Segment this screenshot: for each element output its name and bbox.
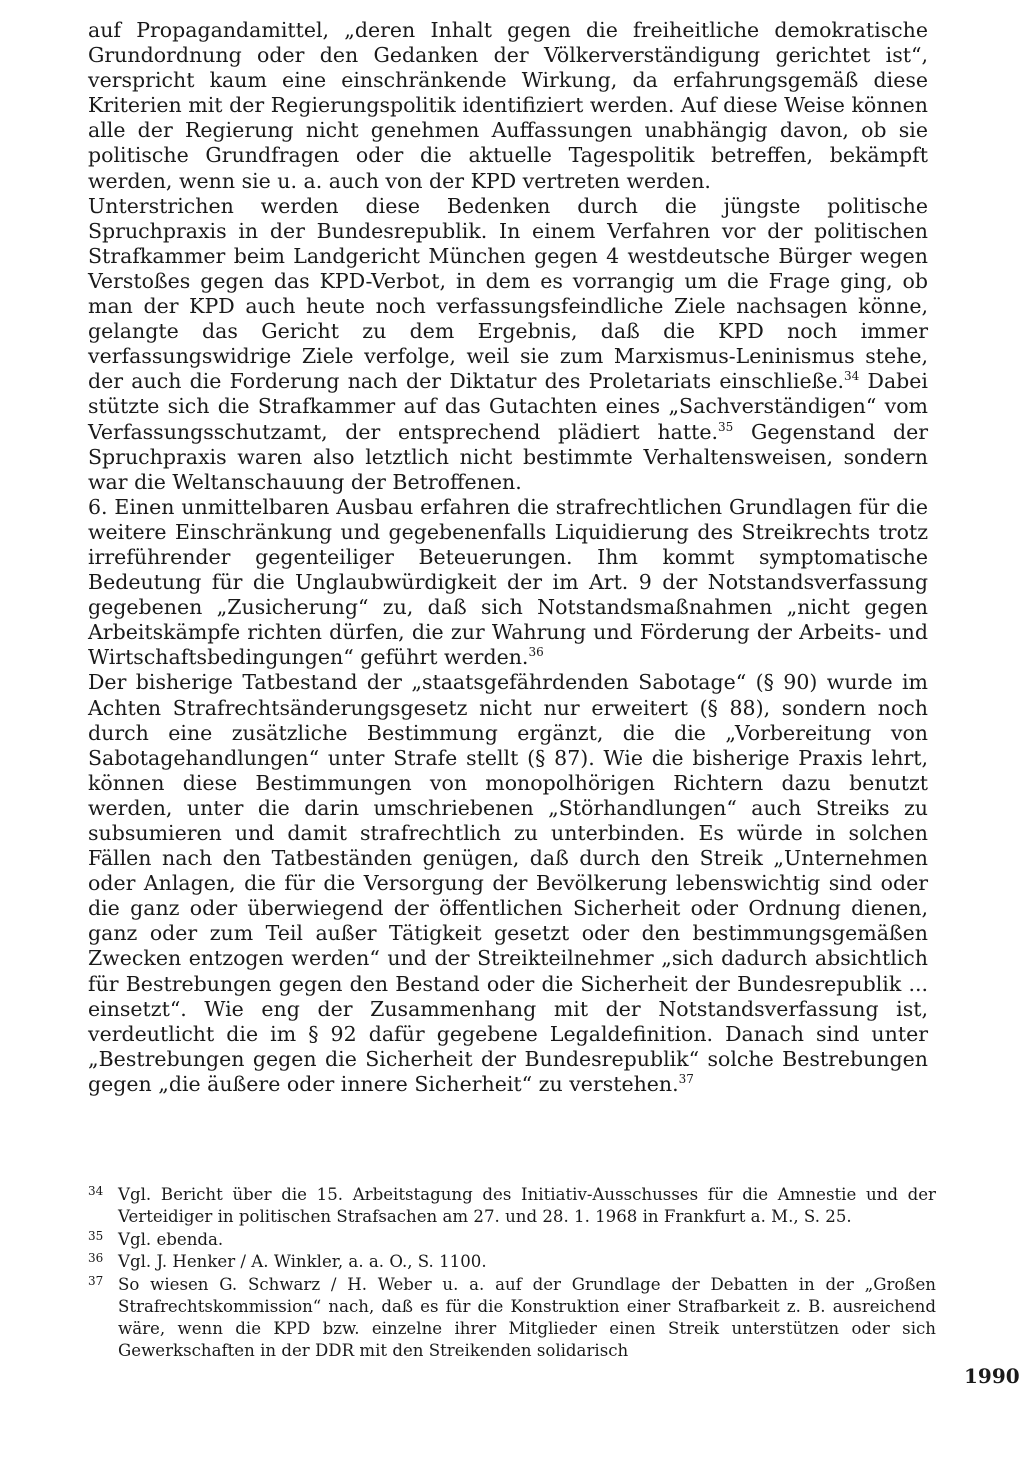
body-text bbox=[88, 18, 928, 1097]
paragraph bbox=[88, 194, 928, 495]
footnote-text: Vgl. Bericht über die 15. Arbeitstagung des Initiativ-Ausschusses für die Amnestie und der Verteidiger in politischen Strafsachen am 27. und 28. 1. 1968 in Frankfurt a. M., S. 25. bbox=[118, 1185, 936, 1226]
footnote-number: 37 bbox=[88, 1274, 104, 1289]
paragraph bbox=[88, 18, 928, 194]
footnote bbox=[88, 1251, 936, 1273]
footnote-marker: 35 bbox=[718, 419, 734, 434]
footnote-marker: 34 bbox=[844, 369, 860, 384]
footnote-text: Vgl. ebenda. bbox=[118, 1229, 224, 1249]
paragraph-text: Dabei stützte sich die Strafkammer auf das Gutachten eines „Sachverständigen“ vom Verfassungsschutzamt, der entsprechend plädiert hatte. bbox=[88, 369, 928, 444]
footnote-number: 35 bbox=[88, 1228, 104, 1243]
paragraph-text: Unterstrichen werden diese Bedenken durch die jüngste politische Spruchpraxis in der Bundesrepublik. In einem Verfahren vor der politischen Strafkammer beim Landgericht München gegen 4 westdeutsche Bürger wegen Verstoßes gegen das KPD-Verbot, in dem es vorrangig um die Frage ging, ob man der KPD auch heute noch verfassungsfeindliche Ziele nachsagen könne, gelangte das Gericht zu dem Ergebnis, daß die KPD noch immer verfassungswidrige Ziele verfolge, weil sie zum Marxismus-Leninismus stehe, der auch die Forderung nach der Diktatur des Proletariats einschließe. bbox=[88, 193, 928, 394]
footnote-text: Vgl. J. Henker / A. Winkler, a. a. O., S. 1100. bbox=[118, 1252, 487, 1272]
footnote bbox=[88, 1184, 936, 1228]
footnote-text: So wiesen G. Schwarz / H. Weber u. a. auf der Grundlage der Debatten in der „Großen Strafrechtskommission“ nach, daß es für die Konstruktion einer Strafbarkeit z. B. ausreichend wäre, wenn die KPD bzw. einzelne ihrer Mitglieder einen Streik unterstützen oder sich Gewerkschaften in der DDR mit den Streikenden solidarisch bbox=[118, 1275, 936, 1360]
paragraph-text: auf Propagandamittel, „deren Inhalt gegen die freiheitliche demokratische Grundordnung oder den Gedanken der Völkerverständigung gerichtet ist“, verspricht kaum eine einschränkende Wirkung, da erfahrungsgemäß diese Kriterien mit der Regierungspolitik identifiziert werden. Auf diese Weise können alle der Regierung nicht genehmen Auffassungen unabhängig davon, ob sie politische Grundfragen oder die aktuelle Tagespolitik betreffen, bekämpft werden, wenn sie u. a. auch von der KPD vertreten werden. bbox=[88, 18, 928, 193]
footnote-number: 34 bbox=[88, 1184, 104, 1198]
paragraph bbox=[88, 670, 928, 1097]
footnote bbox=[88, 1229, 936, 1251]
footnote-marker: 37 bbox=[678, 1072, 694, 1087]
paragraph-text: Der bisherige Tatbestand der „staatsgefährdenden Sabotage“ (§ 90) wurde im Achten Strafrechtsänderungsgesetz nicht nur erweitert (§ 88), sondern noch durch eine zusätzliche Bestimmung ergänzt, die die „Vorbereitung von Sabotagehandlungen“ unter Strafe stellt (§ 87). Wie die bisherige Praxis lehrt, können diese Bestimmungen von monopolhörigen Richtern dazu benutzt werden, unter die darin umschriebenen „Störhandlungen“ auch Streiks zu subsumieren und damit strafrechtlich zu unterbinden. Es würde in solchen Fällen nach den Tatbeständen genügen, daß durch den Streik „Unternehmen oder Anlagen, die für die Versorgung der Bevölkerung lebenswichtig sind oder die ganz oder überwiegend der öffentlichen Sicherheit oder Ordnung dienen, ganz oder zum Teil außer Tätigkeit gesetzt oder den bestimmungsgemäßen Zwecken entzogen werden“ und der Streikteilnehmer „sich dadurch absichtlich für Bestrebungen gegen den Bestand oder die Sicherheit der Bundesrepublik ... einsetzt“. Wie eng der Zusammenhang mit der Notstandsverfassung ist, verdeutlicht die im § 92 dafür gegebene Legaldefinition. Danach sind unter „Bestrebungen gegen die Sicherheit der Bundesrepublik“ solche Bestrebungen gegen „die äußere oder innere Sicherheit“ zu verstehen. bbox=[88, 670, 928, 1096]
footnote-marker: 36 bbox=[528, 645, 544, 660]
footnote bbox=[88, 1274, 936, 1361]
paragraph bbox=[88, 495, 928, 671]
footnote-number: 36 bbox=[88, 1251, 104, 1266]
page-number: 1990 bbox=[964, 1364, 1020, 1388]
paragraph-text: Gegenstand der Spruchpraxis waren also letztlich nicht bestimmte Verhaltensweisen, sondern war die Weltanschauung der Betroffenen. bbox=[88, 419, 928, 494]
paragraph-text: 6. Einen unmittelbaren Ausbau erfahren die strafrechtlichen Grundlagen für die weitere Einschränkung und gegebenenfalls Liquidierung des Streikrechts trotz irreführender gegenteiliger Beteuerungen. Ihm kommt symptomatische Bedeutung für die Unglaubwürdigkeit der im Art. 9 der Notstandsverfassung gegebenen „Zusicherung“ zu, daß sich Notstandsmaßnahmen „nicht gegen Arbeitskämpfe richten dürfen, die zur Wahrung und Förderung der Arbeits- und Wirtschaftsbedingungen“ geführt werden. bbox=[88, 494, 928, 670]
footnotes bbox=[88, 1184, 936, 1362]
